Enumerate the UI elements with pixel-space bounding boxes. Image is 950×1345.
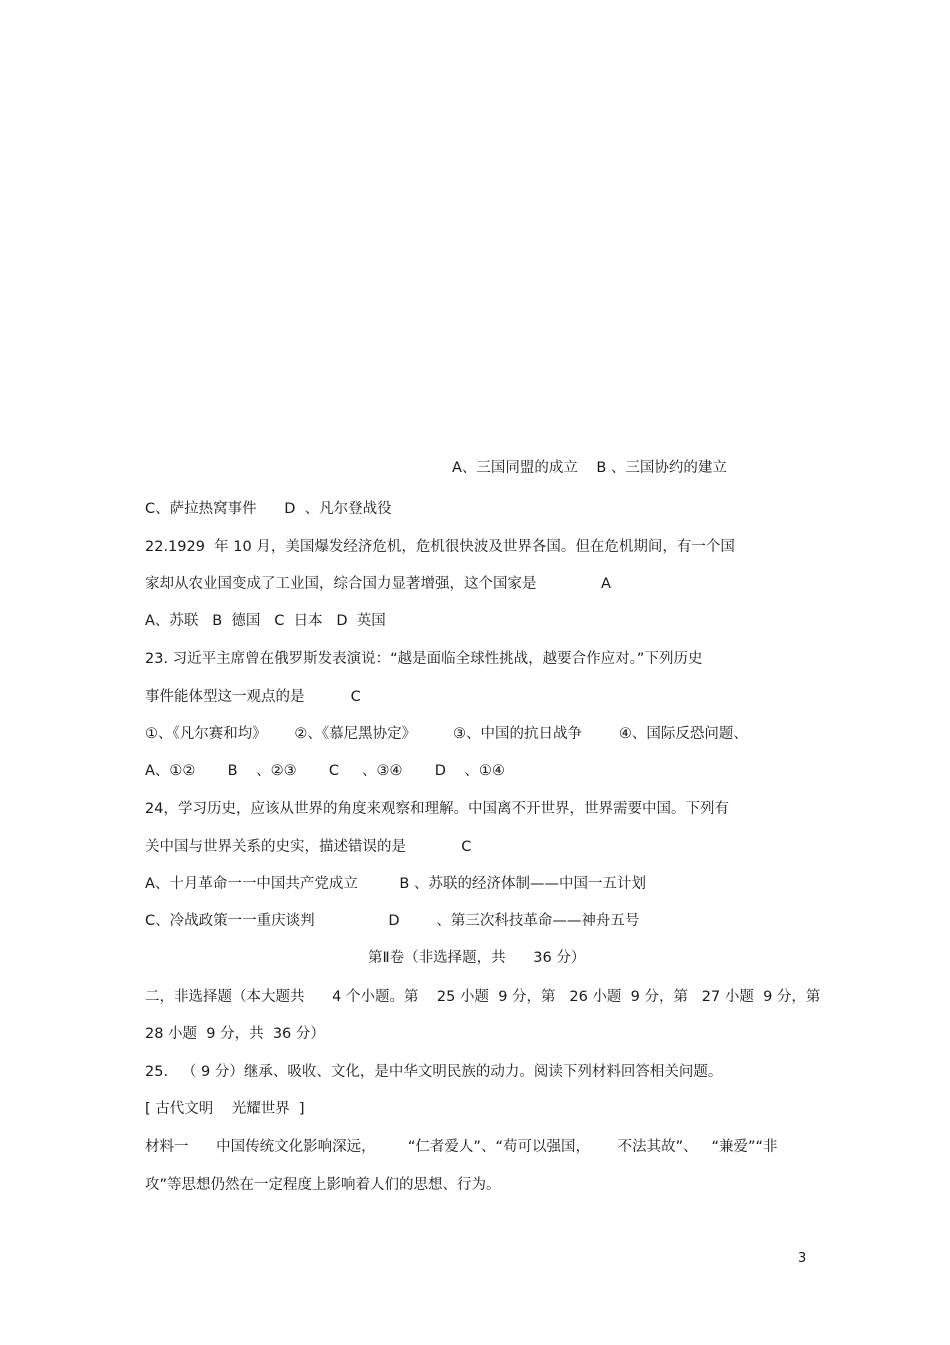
question-23-line-1: 23. 习近平主席曾在俄罗斯发表演说：“越是面临全球性挑战，越要合作应对。”下列历史 <box>145 651 703 667</box>
section-2-intro-line-1: 二，非选择题（本大题共 4 个小题。第 25 小题 9 分，第 26 小题 9 分，第 27 小题 9 分，第 <box>145 989 821 1005</box>
option-line-c-d: C、萨拉热窝事件 D 、凡尔登战役 <box>145 501 392 517</box>
question-23-line-2: 事件能体型这一观点的是 C <box>145 689 361 705</box>
question-23-items: ①、《凡尔赛和均》 ②、《慕尼黑协定》 ③、中国的抗日战争 ④、国际反恐问题、 <box>145 726 748 742</box>
section-2-title: 第Ⅱ卷（非选择题，共 36 分） <box>368 950 586 966</box>
question-22-line-2: 家却从农业国变成了工业国，综合国力显著增强，这个国家是 A <box>145 576 611 592</box>
question-23-options: A、①② B 、②③ C 、③④ D 、①④ <box>145 763 505 779</box>
question-22-options: A、苏联 B 德国 C 日本 D 英国 <box>145 613 386 629</box>
option-line-a-b: A、三国同盟的成立 B 、三国协约的建立 <box>452 460 727 476</box>
section-2-intro-line-2: 28 小题 9 分，共 36 分） <box>145 1026 325 1042</box>
material-1-line-2: 攻”等思想仍然在一定程度上影响着人们的思想、行为。 <box>145 1177 501 1193</box>
page-number: 3 <box>798 1251 807 1266</box>
question-25-heading: 25. （ 9 分）继承、吸收、文化，是中华文明民族的动力。阅读下列材料回答相关问题。 <box>145 1064 723 1080</box>
question-22-line-1: 22.1929 年 10 月，美国爆发经济危机，危机很快波及世界各国。但在危机期间，有一个国 <box>145 539 735 555</box>
question-24-options-a-b: A、十月革命一一中国共产党成立 B 、苏联的经济体制——中国一五计划 <box>145 876 646 892</box>
question-24-line-1: 24，学习历史，应该从世界的角度来观察和理解。中国离不开世界，世界需要中国。下列有 <box>145 801 729 817</box>
question-25-subheading: [ 古代文明 光耀世界 ] <box>145 1101 305 1117</box>
question-24-options-c-d: C、冷战政策一一重庆谈判 D 、第三次科技革命——神舟五号 <box>145 913 640 929</box>
question-24-line-2: 关中国与世界关系的史实，描述错误的是 C <box>145 839 472 855</box>
material-1-line-1: 材料一 中国传统文化影响深远， “仁者爱人”、“苟可以强国， 不法其故”、 “兼爱”“非 <box>145 1139 778 1155</box>
